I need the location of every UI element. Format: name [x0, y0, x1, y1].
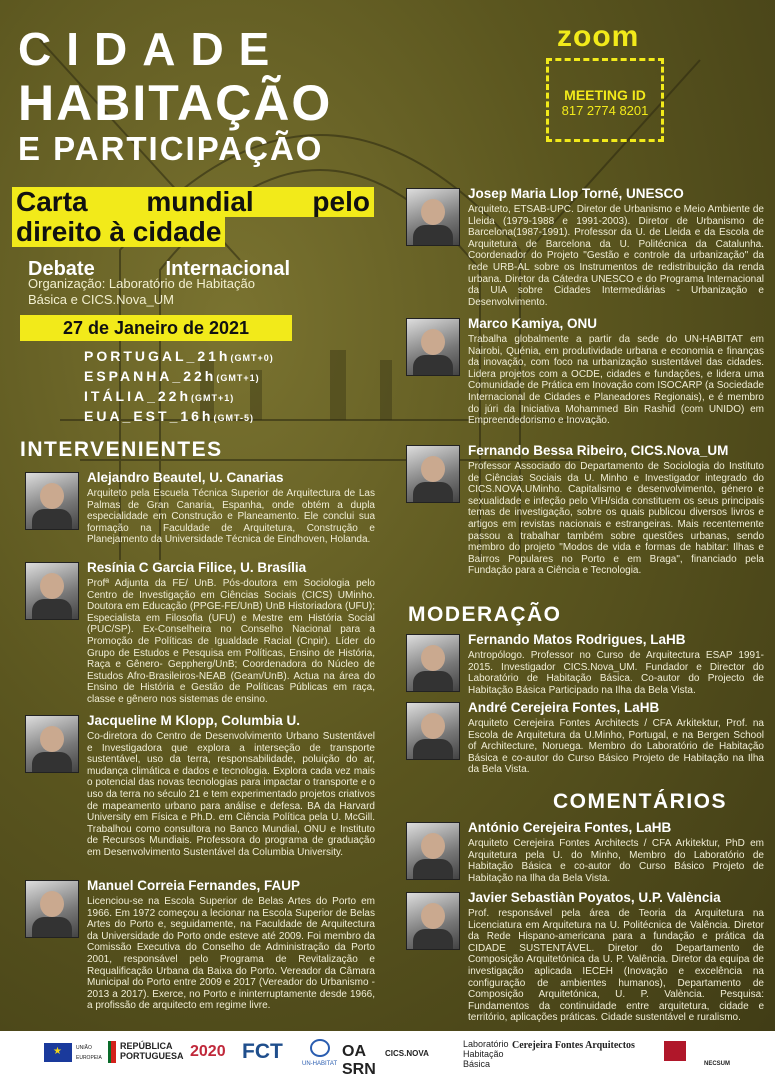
logo-republica: REPÚBLICA PORTUGUESA [120, 1041, 184, 1061]
logo-unhabitat: UN-HABITAT [302, 1061, 338, 1067]
logo-necsum: NECSUM [704, 1061, 731, 1067]
moderator-photo [406, 634, 460, 692]
section-intervenientes: INTERVENIENTES [20, 438, 223, 461]
section-moderacao: MODERAÇÃO [408, 603, 562, 626]
speaker-photo [406, 318, 460, 376]
speaker-name: Fernando Bessa Ribeiro, CICS.Nova_UM [468, 443, 729, 458]
subtitle-block [12, 187, 374, 247]
speaker-name: Marco Kamiya, ONU [468, 316, 598, 331]
logo-eu: UNIÃO EUROPEIA [76, 1045, 102, 1061]
moderator-name: Fernando Matos Rodrigues, LaHB [468, 632, 686, 647]
moderator-bio: Antropólogo. Professor no Curso de Arquitectura ESAP 1991-2015. Investigador CICS.Nova_UM. Fundador e Director do Laboratório de Habitação Básica. Co-autor do Projecto de Habitação Básica Participado na Ilha da Bela Vista. [468, 650, 764, 696]
speaker-bio: Licenciou-se na Escola Superior de Belas Artes do Porto em 1966. Em 1972 começou a lecionar na Escola Superior de Belas Artes do Porto e, seguidamente, na Faculdade de Arquitectura da Universidade do Porto onde esteve até 2009. Foi membro da Comissão Executiva do Conselho de Administração da Porto 2001, responsável pelo Programa de Revitalização e Requalificação Urbana da Baixa do Porto. Vereador da Câmara Municipal do Porto entre 2009 e 2017 (Vereador do Urbanismo - 2013 a 2017). Exerce, no Porto e ininterruptamente desde 1966, a profissão de arquitecto em regime livre. [87, 896, 375, 1012]
subtitle-line-1: Carta mundial pelo [12, 187, 374, 217]
commentator-bio: Arquiteto Cerejeira Fontes Architects / CFA Arkitektur, PhD em Arquitetura pela U. do Minho, Membro do Laboratório de Habitação Básica e co-autor do Curso Básico Projeto de Habitação na Ilha da Bela Vista. [468, 838, 764, 884]
commentator-photo [406, 822, 460, 880]
time-italia: ITÁLIA_22h(GMT+1) [84, 388, 235, 404]
speaker-photo [25, 472, 79, 530]
commentator-name: Javier Sebastiàn Poyatos, U.P. València [468, 890, 721, 905]
moderator-photo [406, 702, 460, 760]
subtitle-line-2: direito à cidade [12, 217, 225, 247]
time-eua: EUA_EST_16h(GMT-5) [84, 408, 254, 424]
speaker-bio: Profª Adjunta da FE/ UnB. Pós-doutora em Sociologia pelo Centro de Investigação em Ciências Sociais (CICS) UMinho. Doutora em Educação (PPGE-FE/UnB) UnB Historiadora (UFU); Especialista em Filosofia (UFU) e Mestre em História Social (PUC/SP). Ex-Conselheira no Conselho Nacional para a Promoção de Políticas de Igualdade Racial (Cnpir). Líder do Grupo de Estudos e Pesquisa em Políticas, Ensino de História, Raça e Gênero- Geppherg/UnB; Coordenadora do Núcleo de Estudos Afro-Brasileiros-NEAB (Geam/UnB). Actua na área do Ensino de História e Gestão de Políticas Públicas em raça, classe e gênero nos sistemas de ensino. [87, 578, 375, 705]
speaker-bio: Trabalha globalmente a partir da sede do UN-HABITAT em Nairobi, Quénia, em produtividade urbana e economia e finanças da inovação, com foco na urbanização sustentável das cidades. Lidera projetos com a OCDE, cidades e fundações, e lidera uma Comunidade de Prática em Inovação com ISOCARP (a Sociedade Internacional de Cidades e Planeadores Regionais), e é membro do júri da Iniciativa Mohammed Bin Rashid (com UNIDO) em Empreendedorismo e Inovação. [468, 334, 764, 427]
debate-title: Debate Internacional [28, 258, 290, 280]
speaker-name: Josep Maria Llop Torné, UNESCO [468, 186, 684, 201]
eu-flag-icon [44, 1043, 72, 1062]
moderator-bio: Arquiteto Cerejeira Fontes Architects / CFA Arkitektur, Prof. na Escola de Arquitetura da U.Minho, Portugal, e na Bergen School of Architecture, Noruega. Membro do Laboratório de Habitação Básica e co-autor do Curso Básico Projeto de Habitação na Ilha da Bela Vista. [468, 718, 764, 776]
speaker-bio: Arquiteto pela Escuela Técnica Superior de Arquitectura de Las Palmas de Gran Canaria, Espanha, onde obtém a dupla especialidade em Construção e Planeamento. Ele conclui sua formação na Faculdade de Arquitetura, Construção e Planejamento da Universidade Técnica de Eindhoven, Holanda. [87, 488, 375, 546]
logo-portugal2020: 2020 [190, 1043, 226, 1060]
speaker-name: Jacqueline M Klopp, Columbia U. [87, 713, 301, 728]
speaker-photo [25, 715, 79, 773]
speaker-bio: Arquiteto, ETSAB-UPC. Diretor de Urbanismo e Meio Ambiente de Lleida (1979-1988 e 1991-2003). Diretor de Urbanismo de Barcelona(1987-1991). Professor da U. de Lleida e da Escola de Arquitetura de Barcelona da U. Politécnica da Catalunha. Coordenador do Projeto "Gestão e controle da urbanização" da rede URB-AL sobre os Instrumentos de redistribuição da renda urbana. Diretor da Cátedra UNESCO e do Programa Internacional da UIA sobre Cidades Intermediárias - Urbanização e Desenvolvimento. [468, 204, 764, 308]
sponsor-logos [0, 1031, 775, 1077]
meeting-id-box [546, 58, 664, 142]
commentator-name: António Cerejeira Fontes, LaHB [468, 820, 672, 835]
portugal-flag-icon [108, 1041, 116, 1063]
time-zones [84, 347, 274, 427]
logo-cerejeira: Cerejeira Fontes Arquitectos [512, 1040, 635, 1051]
moderator-name: André Cerejeira Fontes, LaHB [468, 700, 660, 715]
title-participacao: E PARTICIPAÇÃO [18, 130, 324, 167]
speaker-bio: Professor Associado do Departamento de Sociologia do Instituto de Ciências Sociais da U. Minho e Investigador integrado do CICS.NOVA.UMinho. Capitalismo e desenvolvimento, género e sexualidade e infeção pelo VIH/sida constituem os seus principais temas de investigação, sobre os quais publicou diversos livros e artigos em revistas nacionais e estrangeiras. Mais recentemente passou a trabalhar também sobre questões urbanas, sendo membro do projeto "Modos de vida e formas de habitar: Ilhas e Bairros Populares no Porto e em Braga", financiado pela Fundação para a Ciência e Tecnologia. [468, 461, 764, 577]
logo-oa: OA SRN [342, 1043, 376, 1077]
time-espanha: ESPANHA_22h(GMT+1) [84, 368, 260, 384]
speaker-photo [25, 562, 79, 620]
commentator-photo [406, 892, 460, 950]
time-portugal: PORTUGAL_21h(GMT+0) [84, 348, 274, 364]
commentator-bio: Prof. responsável pela área de Teoria da Arquitetura na Licenciatura em Arquitetura na U. Politécnica de Valência. Diretor da Rede Hispano-americana para a fundação e prática da CIDADE SUSTENTÁVEL. Diretor do Departamento de Composição Arquitetónica da U. P. Valência. Diretor da equipa de investigação aplicada IECEH (Inovação e excelência na configuração de ambientes humanos), Departamento de Composição Arquitetónica, U. P. València. Pesquisa: Fundamentos da continuidade entre arquitetura, cidade e território, aplicações práticas. Cidade sustentável e ruralismo. [468, 908, 764, 1024]
logo-cics: CICS.NOVA [385, 1049, 429, 1058]
speaker-photo [406, 445, 460, 503]
speaker-name: Resínia C Garcia Filice, U. Brasília [87, 560, 307, 575]
logo-lahb: Laboratório Habitação Básica [463, 1039, 509, 1069]
title-cidade: CIDADE [18, 23, 285, 75]
uminho-logo-icon [664, 1041, 686, 1061]
event-date: 27 de Janeiro de 2021 [20, 315, 292, 341]
speaker-photo [25, 880, 79, 938]
unhabitat-globe-icon [310, 1039, 330, 1057]
title-habitacao: HABITAÇÃO [18, 75, 333, 131]
meeting-id-label: MEETING ID [564, 87, 646, 103]
zoom-logo: zoom [557, 20, 640, 53]
speaker-photo [406, 188, 460, 246]
speaker-name: Manuel Correia Fernandes, FAUP [87, 878, 301, 893]
speaker-name: Alejandro Beautel, U. Canarias [87, 470, 284, 485]
meeting-id-number: 817 2774 8201 [561, 103, 649, 118]
organization-text: Organização: Laboratório de Habitação Básica e CICS.Nova_UM [28, 276, 255, 307]
section-comentarios: COMENTÁRIOS [553, 790, 727, 813]
logo-fct: FCT [242, 1040, 283, 1063]
speaker-bio: Co-diretora do Centro de Desenvolvimento Urbano Sustentável e Investigadora que explora a interseção de transporte sustentável, uso da terra, responsabilidade, poluição do ar, mudança climática e dados e tecnologia. Explora cada vez mais o potencial das novas tecnologias para impactar o transporte e o uso da terra no século 21 e tem experimentado projetos criativos de mapeamento urbano para análise e defesa. BA da Harvard University em Física e Ph.D. em Ciência Política pela U. McGill. Trabalhou como consultora no Banco Mundial, ONU e Instituto de Recursos Mundiais. Professora do programa de graduação em Desenvolvimento Sustentável da Columbia University. [87, 731, 375, 858]
